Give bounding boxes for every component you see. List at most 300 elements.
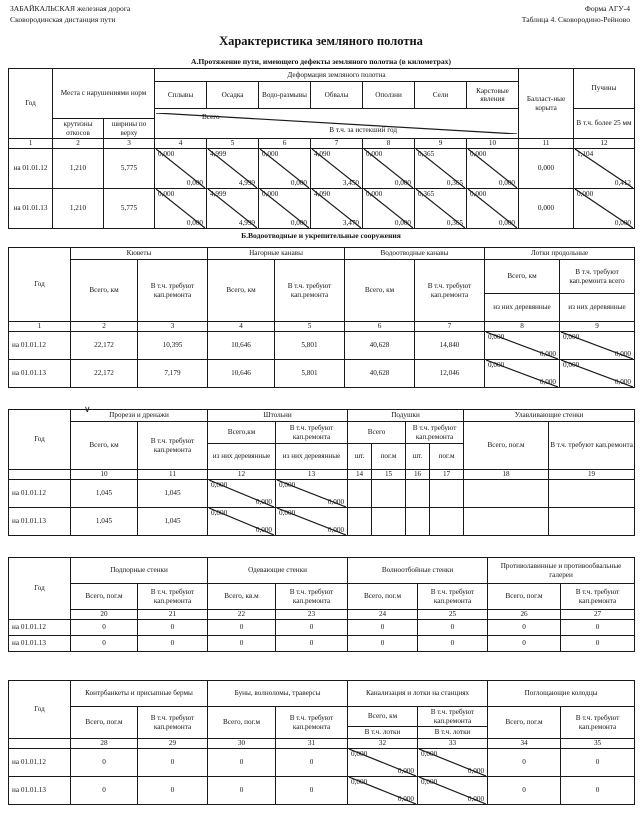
cell-expired: 4,999 [238, 178, 256, 187]
diag-cell [560, 360, 635, 388]
cell-value: 0 [488, 620, 561, 636]
col-num: 19 [549, 470, 635, 480]
cell-total: 0,000 [563, 361, 580, 369]
col-total: Всего, пог.м [71, 584, 138, 610]
diag-cell [467, 189, 519, 229]
group-retaining-walls: Подпорные стенки [71, 558, 208, 584]
cell-total: 0,000 [158, 190, 175, 198]
table-drains [8, 409, 635, 536]
col-repair: В т.ч. требуют кап.ремонта [415, 260, 485, 322]
col-ballast: Балласт-ные корыта [519, 69, 574, 139]
col-year: Год [9, 410, 71, 470]
col-num: 3 [138, 322, 208, 332]
col-pm: пог.м [430, 444, 464, 470]
col-heaving-sub: В т.ч. более 25 мм [574, 109, 635, 139]
row-year: на 01.01.13 [9, 508, 71, 536]
table-caption: Таблица 4. Сковородино-Рейново [521, 15, 630, 24]
col-num [9, 739, 71, 749]
col-total-pm: Всего, пог.м [464, 422, 549, 470]
cell-empty [430, 508, 464, 536]
col-total: Всего, пог.м [348, 584, 418, 610]
page-title: Характеристика земляного полотна [219, 34, 423, 48]
cell-value: 14,840 [415, 332, 485, 360]
cell-value: 0 [348, 620, 418, 636]
col-num: 31 [276, 739, 348, 749]
cell-value: 0 [488, 636, 561, 652]
cell-value: 10,395 [138, 332, 208, 360]
group-drain-ditches: Водоотводные канавы [345, 248, 485, 260]
cell-total: 0,365 [418, 150, 435, 158]
col-wooden: из них деревянные [485, 294, 560, 322]
cell-value: 1,045 [71, 508, 138, 536]
col-repair: В т.ч. требуют кап.ремонта [138, 584, 208, 610]
cell-value: 5,801 [275, 360, 345, 388]
col-num: 21 [138, 610, 208, 620]
col-num: 25 [418, 610, 488, 620]
cell-total: 0,000 [279, 481, 296, 489]
cell-value: 0 [276, 777, 348, 805]
table-row [9, 508, 635, 536]
cell-empty [464, 480, 549, 508]
cell-value: 0 [71, 749, 138, 777]
col-num: 2 [53, 139, 104, 149]
cell-value: 0 [138, 749, 208, 777]
diag-cell [276, 508, 348, 536]
table-row [9, 149, 635, 189]
col-num: 7 [311, 139, 363, 149]
cell-total: 0,000 [488, 333, 505, 341]
col-num: 14 [348, 470, 372, 480]
group-wave-walls: Волноотбойные стенки [348, 558, 488, 584]
table-row [9, 636, 635, 652]
row-year: на 01.01.13 [9, 777, 71, 805]
cell-total: 0,000 [366, 150, 383, 158]
col-num: 4 [208, 322, 275, 332]
district-name: Сковородинская дистанция пути [10, 15, 116, 24]
col-deform-4: Обвалы [311, 82, 363, 109]
col-deform-1: Сплывы [155, 82, 207, 109]
col-year: Год [9, 681, 71, 739]
cell-total: 0,000 [279, 509, 296, 517]
table-walls [8, 557, 635, 652]
cell-value: 5,801 [275, 332, 345, 360]
cell-total: 0,000 [158, 150, 175, 158]
cell-steep: 1,210 [53, 189, 104, 229]
col-num: 17 [430, 470, 464, 480]
column-numbers [9, 739, 635, 749]
col-repair: В т.ч. требуют кап.ремонта [138, 260, 208, 322]
diag-cell [363, 149, 415, 189]
col-places: Места с нарушениями норм [53, 69, 155, 119]
col-num: 9 [415, 139, 467, 149]
col-repair: В т.ч. требуют кап.ремонта [549, 422, 635, 470]
col-wooden: из них деревянные [208, 444, 276, 470]
diag-cell [311, 149, 363, 189]
col-num: 10 [467, 139, 519, 149]
cell-value: 0 [208, 620, 276, 636]
table-ditches [8, 247, 635, 388]
cell-empty [348, 508, 372, 536]
row-year: на 01.01.12 [9, 332, 71, 360]
cell-value: 0 [561, 620, 635, 636]
diag-cell [574, 149, 635, 189]
col-num: 35 [561, 739, 635, 749]
cell-empty [549, 480, 635, 508]
group-galleries: Противолавинные и противообвальные галереи [488, 558, 635, 584]
col-num: 20 [71, 610, 138, 620]
column-numbers [9, 139, 635, 149]
col-num: 16 [406, 470, 430, 480]
col-total: Всего, пог.м [71, 707, 138, 739]
group-galleries: Штольни [208, 410, 348, 422]
diag-cell [208, 480, 276, 508]
diag-cell [348, 749, 418, 777]
col-trays-total: Всего, км [485, 260, 560, 294]
table-row [9, 749, 635, 777]
row-year: на 01.01.12 [9, 749, 71, 777]
col-num: 5 [275, 322, 345, 332]
cell-value: 0 [348, 636, 418, 652]
table-row [9, 620, 635, 636]
col-pillow-repair: В т.ч. требуют кап.ремонта [406, 422, 464, 444]
group-absorbing-wells: Поглощающие колодцы [488, 681, 635, 707]
cell-empty [406, 508, 430, 536]
cell-value: 10,646 [208, 360, 275, 388]
cell-ballast: 0,000 [519, 189, 574, 229]
col-deform-5: Оползни [363, 82, 415, 109]
cell-total: 0,000 [421, 750, 438, 758]
diag-cell [276, 480, 348, 508]
col-total-km: Всего, км [71, 260, 138, 322]
cell-total: 4,090 [314, 150, 331, 158]
cell-total: 0,365 [418, 190, 435, 198]
col-heaving: Пучины [574, 69, 635, 109]
cell-wooden: 0,000 [327, 497, 345, 506]
column-numbers [9, 470, 635, 480]
cell-total: 4,999 [210, 190, 227, 198]
section-a-title: А.Протяжение пути, имеющего дефекты земляного полотна (в километрах) [191, 57, 451, 66]
cell-expired: 4,999 [238, 218, 256, 227]
form-code: Форма АГУ-4 [584, 4, 630, 13]
cell-trays: 0,000 [397, 794, 415, 803]
col-shaft-total: Всего,км [208, 422, 276, 444]
cell-wooden: 0,000 [255, 497, 273, 506]
cell-value: 22,172 [71, 360, 138, 388]
cell-total: 0,000 [366, 190, 383, 198]
col-repair: В т.ч. требуют кап.ремонта [418, 707, 488, 727]
cell-value: 12,046 [415, 360, 485, 388]
col-deform-6: Сели [415, 82, 467, 109]
col-num: 12 [574, 139, 635, 149]
col-deform-3: Водо-размывы [259, 82, 311, 109]
cell-value: 0 [276, 636, 348, 652]
col-num: 5 [207, 139, 259, 149]
diag-cell [208, 508, 276, 536]
cell-value: 0 [71, 777, 138, 805]
cell-value: 0 [276, 749, 348, 777]
diag-cell [560, 332, 635, 360]
cell-trays: 0,000 [397, 766, 415, 775]
cell-trays: 0,000 [467, 794, 485, 803]
cell-value: 0 [208, 749, 276, 777]
cell-total: 4,090 [314, 190, 331, 198]
col-num: 26 [488, 610, 561, 620]
diag-cell [363, 189, 415, 229]
cell-expired: 0,000 [394, 178, 412, 187]
col-num: 9 [560, 322, 635, 332]
section-b-title: Б.Водоотводные и укрепительные сооружения [241, 231, 401, 240]
col-num: 15 [372, 470, 406, 480]
col-num: 1 [9, 322, 71, 332]
col-repair: В т.ч. требуют кап.ремонта [276, 422, 348, 444]
cell-value: 0 [488, 777, 561, 805]
cell-empty [372, 508, 406, 536]
col-num: 18 [464, 470, 549, 480]
col-num: 27 [561, 610, 635, 620]
diag-cell [574, 189, 635, 229]
cell-ballast: 0,000 [519, 149, 574, 189]
diag-cell [207, 189, 259, 229]
col-num: 12 [208, 470, 276, 480]
table-row [9, 777, 635, 805]
col-incl-trays: В т.ч. лотки [348, 727, 418, 739]
col-num: 30 [208, 739, 276, 749]
col-repair: В т.ч. требуют кап.ремонта [561, 584, 635, 610]
deform-expired-label: В т.ч. за истекший год [329, 125, 398, 134]
diag-cell [348, 777, 418, 805]
col-total: Всего, пог.м [488, 584, 561, 610]
col-year: Год [9, 558, 71, 620]
col-num: 22 [208, 610, 276, 620]
cell-value: 0 [138, 636, 208, 652]
diag-cell [418, 777, 488, 805]
col-num [9, 470, 71, 480]
col-repair: В т.ч. требуют кап.ремонта [276, 584, 348, 610]
cell-heaving: 1,104 [577, 150, 594, 158]
diag-cell [418, 749, 488, 777]
group-facing-walls: Одевающие стенки [208, 558, 348, 584]
cell-expired: 0,000 [498, 218, 516, 227]
col-num: 29 [138, 739, 208, 749]
cell-empty [549, 508, 635, 536]
cell-value: 0 [208, 777, 276, 805]
col-num: 11 [138, 470, 208, 480]
row-year: на 01.01.13 [9, 360, 71, 388]
cell-total: 0,000 [262, 150, 279, 158]
col-num: 13 [276, 470, 348, 480]
diag-cell [259, 189, 311, 229]
cell-total: 0,000 [470, 190, 487, 198]
col-total: Всего, км [348, 707, 418, 727]
cell-value: 0 [488, 749, 561, 777]
col-pcs: шт. [348, 444, 372, 470]
cell-total: 4,999 [210, 150, 227, 158]
group-cuvettes: Кюветы [71, 248, 208, 260]
diag-cell [311, 189, 363, 229]
deform-total-label: Всего [202, 113, 220, 121]
row-year: на 01.01.12 [9, 480, 71, 508]
cell-empty [348, 480, 372, 508]
col-deform-2: Осадка [207, 82, 259, 109]
cell-wooden: 0,000 [539, 377, 556, 386]
diag-cell [155, 149, 207, 189]
diag-cell [485, 332, 560, 360]
col-num: 1 [9, 139, 53, 149]
col-total: Всего, пог.м [208, 707, 276, 739]
cell-wooden: 0,000 [614, 349, 631, 358]
cell-expired: 0,365 [446, 218, 464, 227]
cell-wooden: 0,000 [255, 525, 273, 534]
table-row [9, 480, 635, 508]
cell-value: 40,628 [345, 332, 415, 360]
cell-value: 0 [418, 620, 488, 636]
cell-wooden: 0,000 [614, 377, 631, 386]
group-groynes: Буны, волноломы, траверсы [208, 681, 348, 707]
diag-cell [415, 149, 467, 189]
col-repair: В т.ч. требуют кап.ремонта [276, 707, 348, 739]
cell-value: 0 [561, 777, 635, 805]
cell-empty [464, 508, 549, 536]
row-year: на 01.01.13 [9, 636, 71, 652]
cell-total: 0,000 [351, 778, 368, 786]
cell-value: 22,172 [71, 332, 138, 360]
railway-name: ЗАБАЙКАЛЬСКАЯ железная дорога [10, 4, 131, 13]
col-total: Всего, кв.м [208, 584, 276, 610]
col-width: ширины по верху [104, 119, 155, 139]
cell-total: 0,000 [421, 778, 438, 786]
col-repair: В т.ч. требуют кап.ремонта [138, 422, 208, 470]
col-num: 4 [155, 139, 207, 149]
col-num: 3 [104, 139, 155, 149]
group-sewerage: Канализация и лотки на станциях [348, 681, 488, 707]
col-deformation: Деформация земляного полотна [155, 69, 519, 82]
column-numbers [9, 322, 635, 332]
diag-cell [415, 189, 467, 229]
col-num: 32 [348, 739, 418, 749]
cell-expired: 0,000 [186, 218, 204, 227]
cell-steep: 1,210 [53, 149, 104, 189]
group-pillows: Подушки [348, 410, 464, 422]
cell-wooden: 0,000 [539, 349, 556, 358]
diag-cell [155, 189, 207, 229]
cell-value: 0 [138, 777, 208, 805]
col-num: 11 [519, 139, 574, 149]
cell-heaving: 0,000 [577, 190, 594, 198]
col-num: 33 [418, 739, 488, 749]
col-repair: В т.ч. требуют кап.ремонта [275, 260, 345, 322]
col-trays-repair: В т.ч. требуют кап.ремонта всего [560, 260, 635, 294]
cell-value: 1,045 [138, 508, 208, 536]
cell-expired: 0,000 [290, 178, 308, 187]
col-repair: В т.ч. требуют кап.ремонта [561, 707, 635, 739]
row-year: на 01.01.13 [9, 189, 53, 229]
col-incl-trays: В т.ч. лотки [418, 727, 488, 739]
cell-width: 5,775 [104, 189, 155, 229]
col-num: 28 [71, 739, 138, 749]
col-wooden: из них деревянные [560, 294, 635, 322]
col-repair: В т.ч. требуют кап.ремонта [138, 707, 208, 739]
cell-expired: 0,000 [290, 218, 308, 227]
diag-cell [485, 360, 560, 388]
cell-total: 0,000 [470, 150, 487, 158]
cell-value: 0 [208, 636, 276, 652]
table-row [9, 332, 635, 360]
col-deform-7: Карстовые явления [467, 82, 519, 109]
col-num: 8 [485, 322, 560, 332]
col-num: 2 [71, 322, 138, 332]
cell-total: 0,000 [211, 481, 228, 489]
cell-expired: 0,000 [498, 178, 516, 187]
cell-expired: 3,470 [342, 218, 360, 227]
group-upland-ditches: Нагорные канавы [208, 248, 345, 260]
col-pcs: шт. [406, 444, 430, 470]
cell-empty [406, 480, 430, 508]
col-year: Год [9, 248, 71, 322]
group-counter-banquettes: Контрбанкеты и присыпные бермы [71, 681, 208, 707]
cell-expired: 0,000 [394, 218, 412, 227]
col-num: 24 [348, 610, 418, 620]
cell-value: 40,628 [345, 360, 415, 388]
group-catch-walls: Улавливающие стенки [464, 410, 635, 422]
col-wooden: из них деревянные [276, 444, 348, 470]
cell-value: 0 [71, 636, 138, 652]
deform-total-header [155, 109, 519, 139]
table-row [9, 189, 635, 229]
cell-value: 0 [276, 620, 348, 636]
cell-empty [372, 480, 406, 508]
cell-value: 0 [561, 636, 635, 652]
col-num: 23 [276, 610, 348, 620]
cell-wooden: 0,000 [327, 525, 345, 534]
col-num: 7 [415, 322, 485, 332]
cell-empty [430, 480, 464, 508]
diag-cell [259, 149, 311, 189]
col-num: 6 [259, 139, 311, 149]
column-numbers [9, 610, 635, 620]
cell-value: 0 [71, 620, 138, 636]
table-row [9, 360, 635, 388]
col-repair: В т.ч. требуют кап.ремонта [418, 584, 488, 610]
cell-total: 0,000 [262, 190, 279, 198]
cell-value: 0 [138, 620, 208, 636]
diag-cell [467, 149, 519, 189]
col-pm: пог.м [372, 444, 406, 470]
row-year: на 01.01.12 [9, 620, 71, 636]
cell-trays: 0,000 [467, 766, 485, 775]
col-num: 34 [488, 739, 561, 749]
col-steep: крутизны откосов [53, 119, 104, 139]
cell-expired: 3,450 [342, 178, 360, 187]
table-berms [8, 680, 635, 805]
col-total: Всего, пог.м [488, 707, 561, 739]
col-total-km: Всего, км [71, 422, 138, 470]
check-mark-icon: ∨ [84, 404, 91, 414]
cell-heaving-sub: 0,412 [614, 178, 632, 187]
cell-value: 0 [418, 636, 488, 652]
col-pillow-total: Всего [348, 422, 406, 444]
col-num: 10 [71, 470, 138, 480]
cell-width: 5,775 [104, 149, 155, 189]
row-year: на 01.01.12 [9, 149, 53, 189]
cell-expired: 0,000 [186, 178, 204, 187]
col-num: 6 [345, 322, 415, 332]
cell-expired: 0,365 [446, 178, 464, 187]
cell-value: 10,646 [208, 332, 275, 360]
cell-total: 0,000 [563, 333, 580, 341]
col-year: Год [9, 69, 53, 139]
diag-cell [207, 149, 259, 189]
group-cuts: Прорези и дренажи [71, 410, 208, 422]
